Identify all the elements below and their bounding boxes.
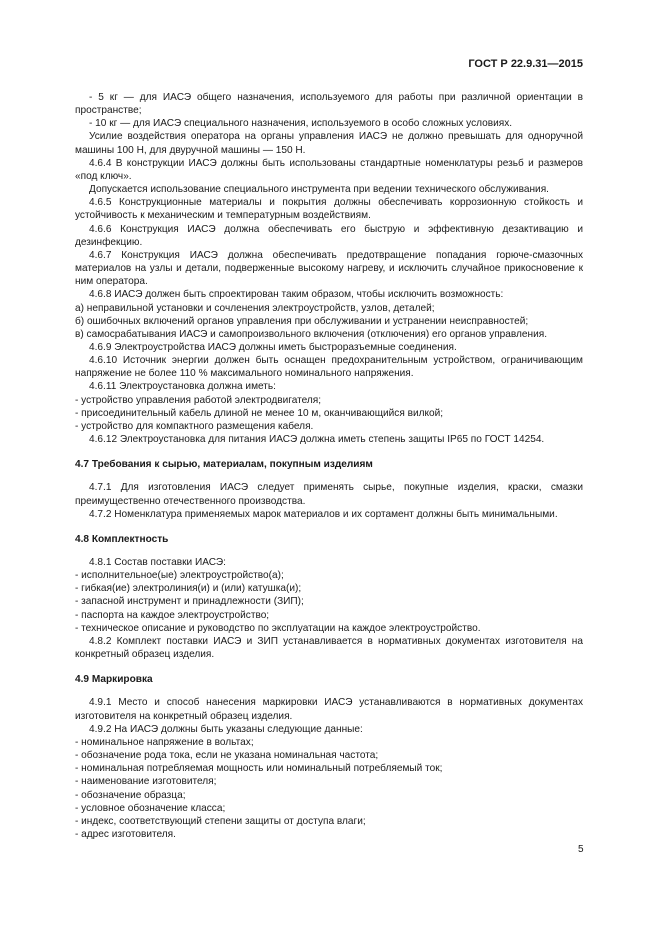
paragraph: 4.7.1 Для изготовления ИАСЭ следует применять сырье, покупные изделия, краски, смазки преимущественно отечественного производства.: [75, 482, 583, 507]
paragraph: 4.6.8 ИАСЭ должен быть спроектирован таким образом, чтобы исключить возможность:: [89, 289, 504, 301]
list-item: - условное обозначение класса;: [75, 802, 226, 814]
section-heading-4-7: 4.7 Требования к сырью, материалам, покупным изделиям: [75, 459, 373, 471]
paragraph: 4.7.2 Номенклатура применяемых марок материалов и их сортамент должны быть минимальными.: [89, 508, 558, 520]
section-4-8: [75, 556, 583, 661]
list-item: в) самосрабатывания ИАСЭ и самопроизвольного включения (отключения) его органов управления.: [75, 328, 547, 340]
paragraph: Усилие воздействия оператора на органы управления ИАСЭ не должно превышать для одноручной машины 100 Н, для двуручной машины — 150 Н.: [75, 131, 583, 156]
section-4-9: [75, 696, 583, 841]
block-4-6-continued: [75, 91, 583, 446]
list-item: - паспорта на каждое электроустройство;: [75, 609, 270, 621]
page-body: [75, 91, 583, 841]
list-item: - номинальная потребляемая мощность или номинальный потребляемый ток;: [75, 763, 443, 775]
list-item: - гибкая(ие) электролиния(и) и (или) катушка(и);: [75, 583, 302, 595]
list-item: - устройство управления работой электродвигателя;: [75, 394, 322, 406]
list-item: а) неправильной установки и сочленения электроустройств, узлов, деталей;: [75, 302, 435, 314]
list-item: - адрес изготовителя.: [75, 828, 176, 840]
list-item: - техническое описание и руководство по эксплуатации на каждое электроустройство.: [75, 622, 481, 634]
paragraph: - 5 кг — для ИАСЭ общего назначения, используемого для работы при различной ориентации в пространстве;: [75, 92, 583, 117]
paragraph: 4.6.12 Электроустановка для питания ИАСЭ должна иметь степень защиты IP65 по ГОСТ 14254.: [89, 434, 545, 446]
page-number: 5: [578, 844, 584, 855]
paragraph: 4.8.2 Комплект поставки ИАСЭ и ЗИП устанавливается в нормативных документах изготовителя на конкретный образец изделия.: [75, 635, 583, 661]
list-item: - обозначение рода тока, если не указана номинальная частота;: [75, 750, 379, 762]
section-heading-4-8: 4.8 Комплектность: [75, 533, 169, 545]
paragraph: 4.9.1 Место и способ нанесения маркировки ИАСЭ устанавливаются в нормативных документах изготовителя на конкретный образец изделия.: [75, 697, 583, 722]
list-item: - устройство для компактного размещения кабеля.: [75, 420, 314, 432]
list-item: - присоединительный кабель длиной не менее 10 м, оканчивающийся вилкой;: [75, 407, 444, 419]
paragraph: 4.6.11 Электроустановка должна иметь:: [89, 381, 276, 393]
list-item: - номинальное напряжение в вольтах;: [75, 736, 254, 748]
paragraph: 4.6.4 В конструкции ИАСЭ должны быть использованы стандартные номенклатуры резьб и размеров «под ключ».: [75, 157, 583, 182]
list-item: б) ошибочных включений органов управления при обслуживании и устранении неисправностей;: [75, 315, 529, 327]
list-item: - наименование изготовителя;: [75, 776, 217, 788]
paragraph: Допускается использование специального инструмента при ведении технического обслуживания.: [89, 184, 549, 196]
paragraph: 4.9.2 На ИАСЭ должны быть указаны следующие данные:: [89, 723, 363, 735]
paragraph: - 10 кг — для ИАСЭ специального назначения, используемого в особо сложных условиях.: [89, 118, 513, 130]
paragraph: 4.6.5 Конструкционные материалы и покрытия должны обеспечивать коррозионную стойкость и устойчивость к механическим и температурным воздействиям.: [75, 197, 583, 222]
section-heading-4-9: 4.9 Маркировка: [75, 674, 153, 686]
document-number: ГОСТ Р 22.9.31—2015: [468, 58, 583, 70]
list-item: - запасной инструмент и принадлежности (ЗИП);: [75, 596, 304, 608]
list-item: - индекс, соответствующий степени защиты от доступа влаги;: [75, 815, 366, 827]
paragraph: 4.6.6 Конструкция ИАСЭ должна обеспечивать его быструю и эффективную дезактивацию и дезинфекцию.: [75, 223, 583, 248]
paragraph: 4.6.9 Электроустройства ИАСЭ должны иметь быстроразъемные соединения.: [89, 341, 457, 353]
list-item: - исполнительное(ые) электроустройство(а);: [75, 570, 284, 582]
section-4-7: [75, 481, 583, 520]
list-item: - обозначение образца;: [75, 789, 186, 801]
paragraph: 4.6.10 Источник энергии должен быть оснащен предохранительным устройством, ограничивающим напряжение не более 110 % максимального номинального напряжения.: [75, 355, 583, 380]
paragraph: 4.8.1 Состав поставки ИАСЭ:: [89, 557, 226, 568]
paragraph: 4.6.7 Конструкция ИАСЭ должна обеспечивать предотвращение попадания горюче-смазочных материалов на узлы и детали, подверженные высокому нагреву, и исключить случайное прикосновение к ним оператора.: [75, 249, 583, 288]
